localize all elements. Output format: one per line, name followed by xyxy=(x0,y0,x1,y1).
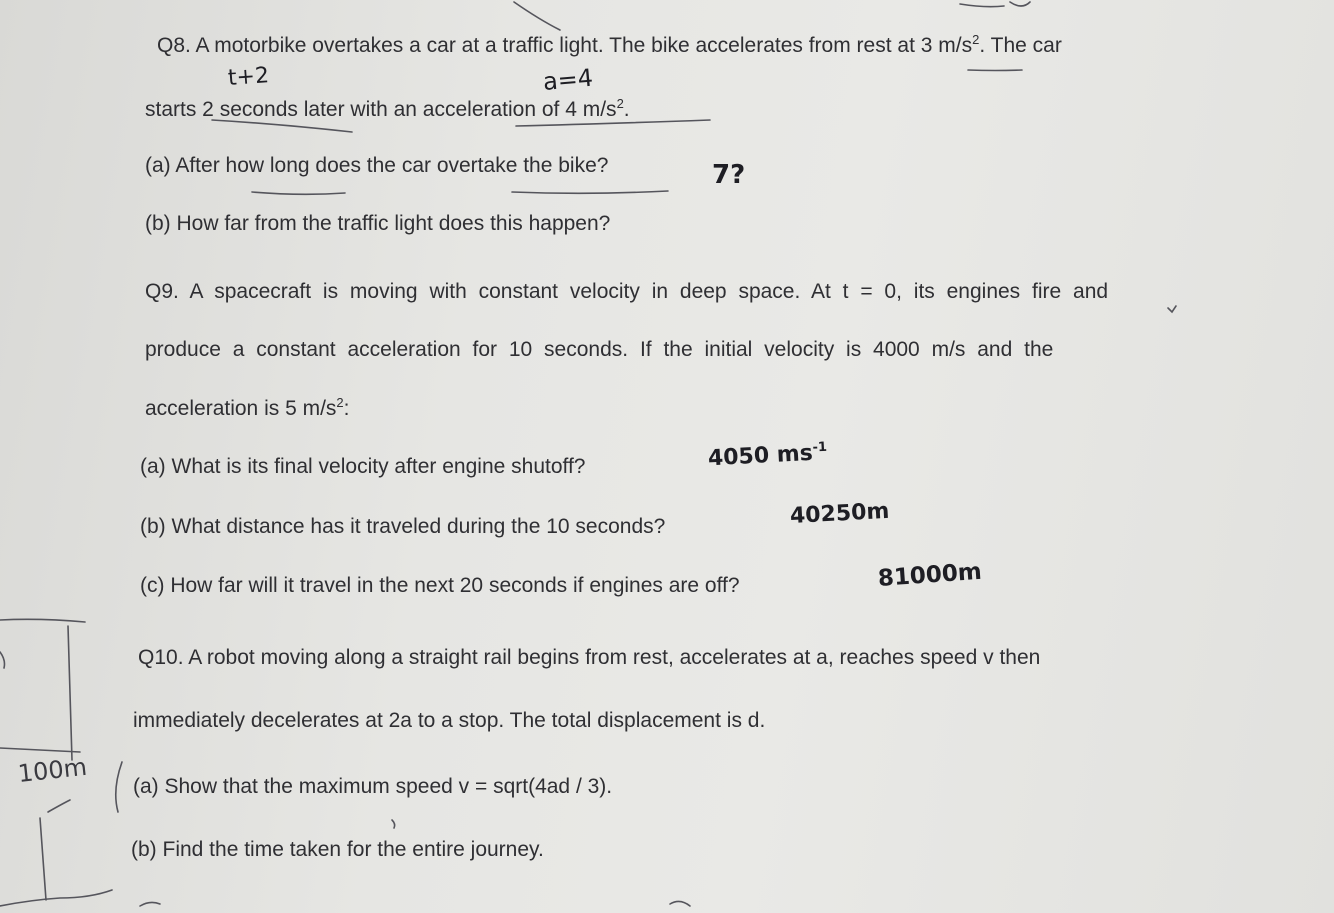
underline-overtake xyxy=(512,191,668,193)
q8-part-b: (b) How far from the traffic light does this happen? xyxy=(145,212,611,235)
q10-line-1: Q10. A robot moving along a straight rail begins from rest, accelerates at a, reaches speed v then xyxy=(138,646,1041,669)
top-scribble xyxy=(960,4,1004,7)
q9-line-1: Q9. A spacecraft is moving with constant velocity in deep space. At t = 0, its engines fire and xyxy=(145,280,1109,303)
underline-how-long xyxy=(252,192,345,194)
handwritten-margin-note: 100m xyxy=(16,752,89,788)
handwritten-q8a-answer: 7? xyxy=(712,160,746,190)
q10-part-a: (a) Show that the maximum speed v = sqrt(4ad / 3). xyxy=(133,775,613,798)
q9-part-c: (c) How far will it travel in the next 20 seconds if engines are off? xyxy=(140,574,740,597)
underline-the-car xyxy=(968,70,1022,71)
q9-part-a: (a) What is its final velocity after engine shutoff? xyxy=(140,455,586,478)
q8-line-1: Q8. A motorbike overtakes a car at a traffic light. The bike accelerates from rest at 3 $m/s^2$. The car xyxy=(157,32,1062,57)
handwritten-a-eq-4: a=4 xyxy=(541,63,595,96)
q8-line-2: starts 2 seconds later with an acceleration of 4 $m/s^2$. xyxy=(145,96,630,121)
handwritten-q9c-answer: 81000m xyxy=(877,558,983,592)
q8-part-a: (a) After how long does the car overtake the bike? xyxy=(145,154,609,177)
q10-line-2: immediately decelerates at 2a to a stop. The total displacement is d. xyxy=(133,709,766,732)
handwritten-q9b-answer: 40250m xyxy=(789,498,890,529)
handwritten-t-plus-2: t+2 xyxy=(227,63,270,91)
frame-bottom-line xyxy=(0,748,80,752)
frame-lower-line xyxy=(40,818,46,900)
frame-top-line xyxy=(0,619,85,622)
q9-line-3: acceleration is 5 $m/s^2$: xyxy=(145,395,350,420)
frame-right-line xyxy=(68,626,72,760)
q9-part-b: (b) What distance has it traveled during the 10 seconds? xyxy=(140,515,666,538)
q9-line-2: produce a constant acceleration for 10 seconds. If the initial velocity is 4000 m/s and the xyxy=(145,338,1054,361)
top-stroke xyxy=(514,2,560,30)
handwritten-q9a-answer: 4050 $ms^{-1}$ xyxy=(707,439,828,472)
q10-part-b: (b) Find the time taken for the entire journey. xyxy=(131,838,544,861)
